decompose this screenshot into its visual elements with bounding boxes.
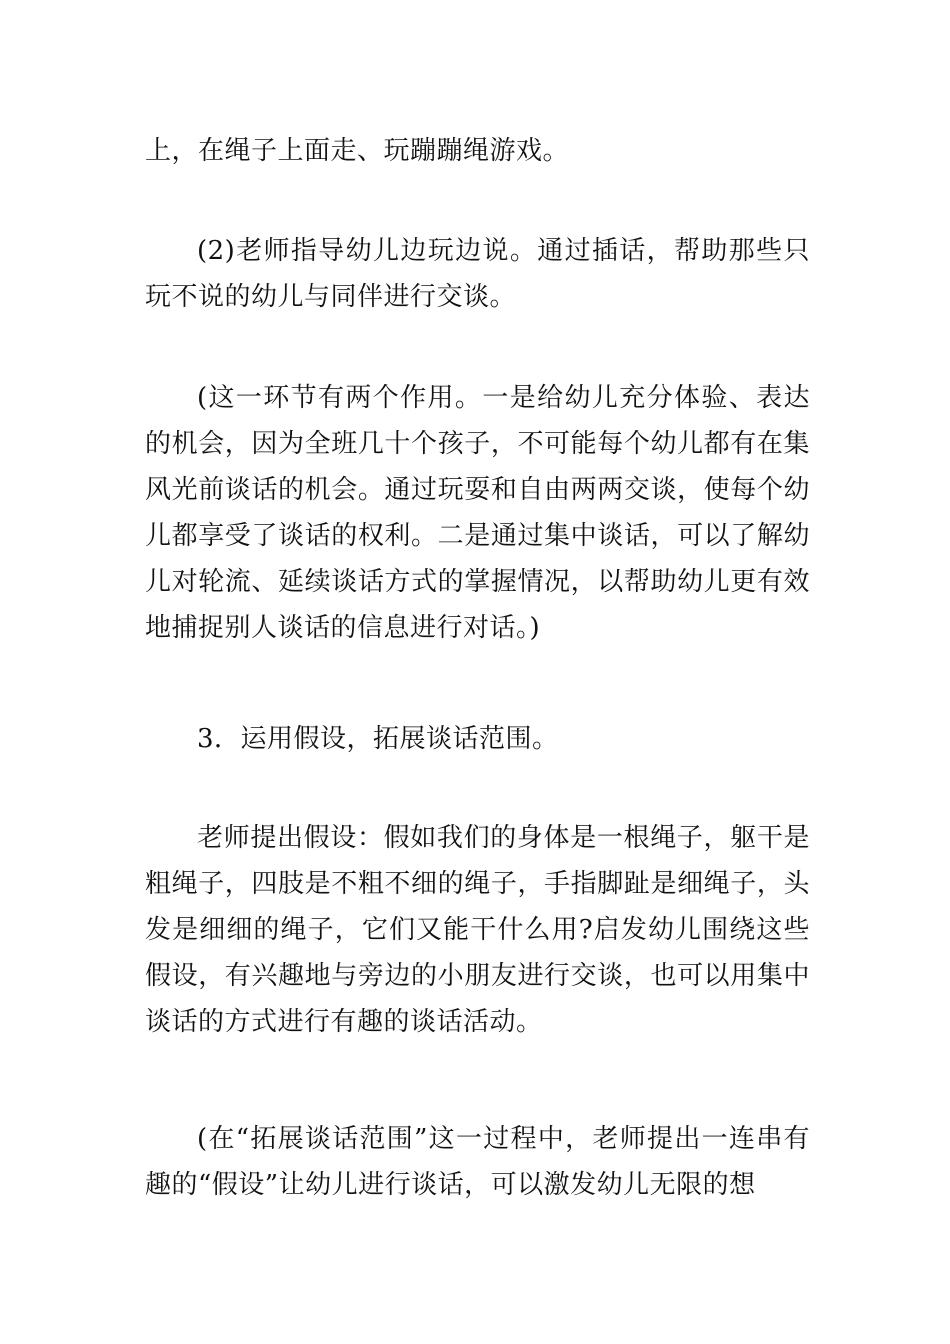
- paragraph-guidance: (2)老师指导幼儿边玩边说。通过插话，帮助那些只玩不说的幼儿与同伴进行交谈。: [145, 236, 810, 312]
- paragraph-commentary: (这一环节有两个作用。一是给幼儿充分体验、表达的机会，因为全班几十个孩子，不可能每个幼儿都有在集风光前谈话的机会。通过玩耍和自由两两交谈，使每个幼儿都享受了谈话的权利。二是通过集中谈话，可以了解幼儿对轮流、延续谈话方式的掌握情况，以帮助幼儿更有效地捕捉别人谈话的信息进行对话。): [145, 383, 810, 643]
- paragraph-step-heading: 3．运用假设，拓展谈话范围。: [197, 724, 559, 754]
- paragraph-commentary-2: (在“拓展谈话范围”这一过程中，老师提出一连串有趣的“假设”让幼儿进行谈话，可以激发幼儿无限的想: [145, 1124, 810, 1200]
- paragraph-hypothesis: 老师提出假设：假如我们的身体是一根绳子，躯干是粗绳子，四肢是不粗不细的绳子，手指脚趾是细绳子，头发是细细的绳子，它们又能干什么用?启发幼儿围绕这些假设，有兴趣地与旁边的小朋友进行交谈，也可以用集中谈话的方式进行有趣的谈话活动。: [145, 823, 810, 1037]
- paragraph-continuation: 上，在绳子上面走、玩蹦蹦绳游戏。: [145, 136, 570, 166]
